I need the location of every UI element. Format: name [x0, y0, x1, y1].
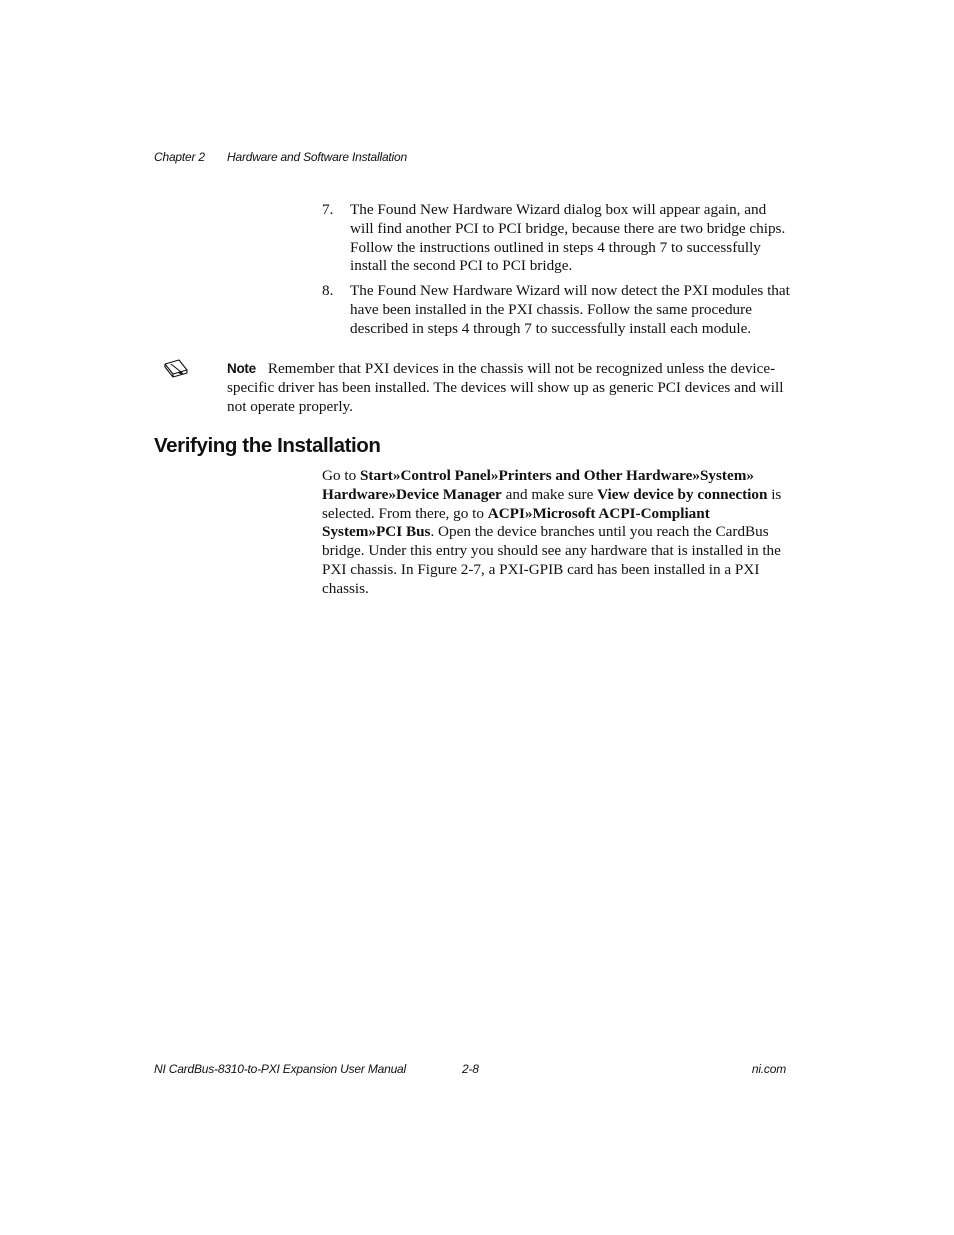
- section-paragraph: [322, 467, 790, 599]
- paragraph-text: and make sure: [501, 485, 598, 503]
- steps-list: [322, 201, 790, 345]
- paragraph-text: is selected. From there, go to: [322, 485, 782, 522]
- note-text: Remember that PXI devices in the chassis will not be recognized unless the device-specific driver has been installed. The devices will show up as generic PCI devices and will not operate properly.: [227, 360, 784, 415]
- step-number: 8.: [322, 282, 334, 300]
- step-item: [322, 282, 790, 338]
- menu-option-view-by-connection: View device by connection: [597, 485, 768, 503]
- paragraph-text: . Open the device branches until you reach the CardBus bridge. Under this entry you should see any hardware that is installed in the PXI chassis. In Figure 2-7, a PXI-GPIB card has been installed in a PXI chassis.: [322, 523, 781, 597]
- website-link[interactable]: ni.com: [751, 1062, 786, 1076]
- chapter-title: Hardware and Software Installation: [227, 150, 407, 164]
- page-number: 2-8: [462, 1062, 479, 1076]
- note-label: Note: [227, 361, 256, 376]
- menu-path-device-manager: Start»Control Panel»Printers and Other Hardware»System» Hardware»Device Manager: [322, 467, 754, 503]
- step-text: The Found New Hardware Wizard dialog box will appear again, and will find another PCI to PCI bridge, because there are two bridge chips. Follow the instructions outlined in steps 4 through 7 to successfully install the second PCI to PCI bridge.: [350, 201, 786, 275]
- paragraph-text: Go to: [322, 467, 360, 484]
- note-body: [227, 360, 792, 416]
- step-item: [322, 201, 790, 276]
- chapter-label: Chapter 2: [154, 150, 205, 164]
- manual-title: NI CardBus-8310-to-PXI Expansion User Manual: [154, 1062, 406, 1076]
- section-heading: Verifying the Installation: [154, 434, 381, 457]
- step-number: 7.: [322, 201, 334, 218]
- note-pencil-icon: [162, 357, 190, 379]
- menu-path-pci-bus: ACPI»Microsoft ACPI-Compliant System»PCI Bus: [322, 504, 710, 541]
- step-text: The Found New Hardware Wizard will now detect the PXI modules that have been installed in the PXI chassis. Follow the same procedure described in steps 4 through 7 to successfully install each module.: [350, 282, 790, 337]
- page-footer: [154, 1062, 786, 1078]
